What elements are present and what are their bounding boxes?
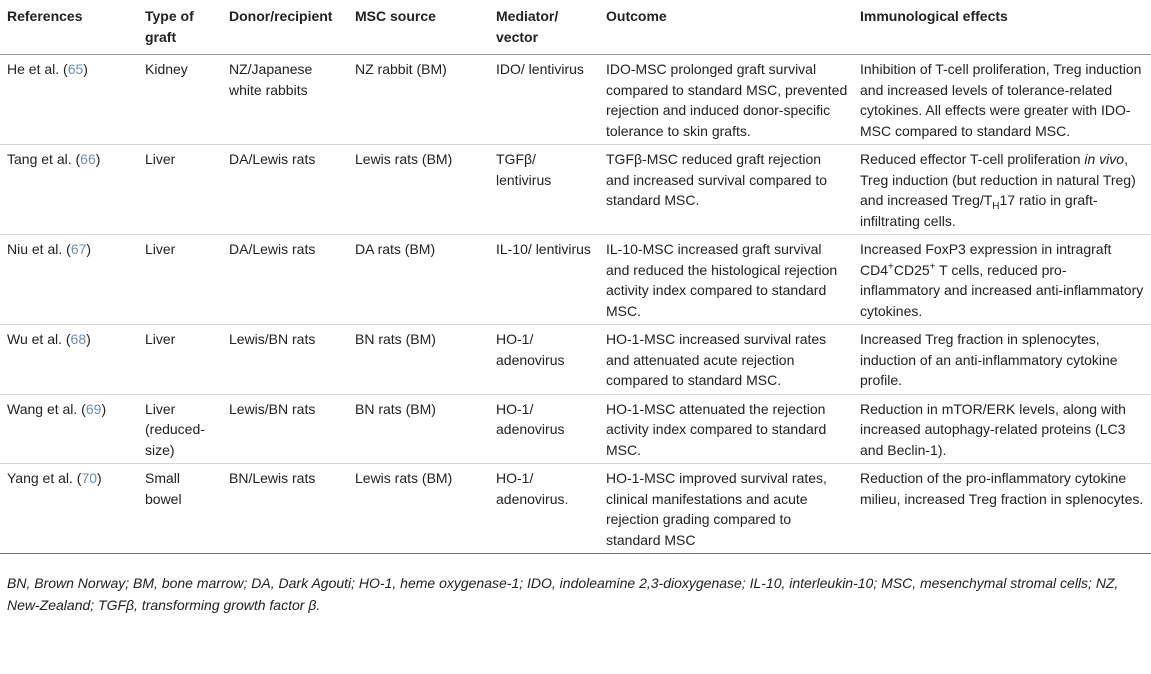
effects-text: 17 ratio in graft-infiltrating cells. bbox=[860, 192, 1098, 229]
graft-cell: Liver bbox=[145, 151, 176, 167]
donor-cell: DA/Lewis rats bbox=[229, 241, 316, 257]
reference-close: ) bbox=[101, 400, 107, 417]
mediator-cell: HO-1/ adenovirus. bbox=[496, 470, 569, 507]
effects-subscript: H bbox=[992, 200, 1000, 212]
header-references: References bbox=[7, 8, 83, 24]
table-row bbox=[0, 325, 1151, 395]
effects-text: , Treg induction (but reduction in natural Treg) and increased Treg/T bbox=[860, 151, 1136, 208]
outcome-cell: IL-10-MSC increased graft survival and reduced the histological rejection activity index compared to standard MSC. bbox=[606, 241, 838, 319]
reference-close: ) bbox=[86, 331, 91, 347]
effects-cell bbox=[854, 145, 1151, 235]
reference-cell bbox=[0, 145, 139, 235]
table-row bbox=[0, 394, 1151, 464]
reference-cell bbox=[0, 55, 139, 145]
donor-cell: Lewis/BN rats bbox=[229, 331, 316, 347]
source-cell: DA rats (BM) bbox=[355, 241, 436, 257]
table-footnote: BN, Brown Norway; BM, bone marrow; DA, Dark Agouti; HO-1, heme oxygenase-1; IDO, indoleamine 2,3-dioxygenase; IL-10, interleukin-10; MSC, mesenchymal stromal cells; NZ, New-Zealand; TGFβ, transforming growth factor β. bbox=[7, 575, 1119, 613]
source-cell: Lewis rats (BM) bbox=[355, 151, 453, 167]
reference-author: Yang et al. ( bbox=[7, 470, 82, 486]
reference-link[interactable]: 70 bbox=[81, 470, 98, 486]
source-cell: NZ rabbit (BM) bbox=[355, 61, 447, 77]
reference-author: Niu et al. ( bbox=[7, 241, 71, 257]
header-type-of-graft: Type of graft bbox=[145, 8, 194, 45]
reference-cell bbox=[0, 235, 139, 325]
reference-close: ) bbox=[97, 470, 102, 486]
graft-cell: Liver (reduced-size) bbox=[145, 400, 205, 458]
reference-author: Tang et al. ( bbox=[7, 151, 81, 167]
header-donor-recipient: Donor/recipient bbox=[229, 8, 333, 24]
reference-link[interactable]: 68 bbox=[70, 331, 87, 347]
source-cell: BN rats (BM) bbox=[355, 331, 436, 347]
table-row bbox=[0, 464, 1151, 554]
reference-author: Wu et al. ( bbox=[7, 331, 71, 347]
header-outcome: Outcome bbox=[606, 8, 667, 24]
msc-graft-table bbox=[0, 6, 1151, 554]
header-msc-source: MSC source bbox=[355, 8, 436, 24]
effects-italic-text: in vivo bbox=[1084, 151, 1125, 167]
effects-cell: Reduction in mTOR/ERK levels, along with increased autophagy-related proteins (LC3 and Beclin-1). bbox=[860, 400, 1126, 458]
effects-superscript: + bbox=[888, 260, 894, 272]
header-immunological-effects: Immunological effects bbox=[860, 8, 1008, 24]
donor-cell: BN/Lewis rats bbox=[229, 470, 316, 486]
reference-link[interactable]: 67 bbox=[70, 241, 87, 257]
donor-cell: DA/Lewis rats bbox=[229, 151, 316, 167]
effects-text: T cells, reduced pro-inflammatory and increased anti-inflammatory cytokines. bbox=[860, 261, 1144, 319]
effects-text: Reduced effector T-cell proliferation bbox=[860, 151, 1085, 167]
source-cell: BN rats (BM) bbox=[355, 400, 436, 417]
mediator-cell: IDO/ lentivirus bbox=[496, 61, 584, 77]
header-row bbox=[0, 6, 1151, 55]
effects-cell bbox=[854, 235, 1151, 325]
graft-cell: Liver bbox=[145, 241, 176, 257]
outcome-cell: TGFβ-MSC reduced graft rejection and increased survival compared to standard MSC. bbox=[606, 151, 828, 208]
reference-close: ) bbox=[83, 61, 88, 77]
graft-cell: Small bowel bbox=[145, 470, 182, 507]
effects-text: Increased FoxP3 expression in intragraft CD4 bbox=[860, 241, 1112, 278]
mediator-cell: TGFβ/ lentivirus bbox=[496, 151, 552, 188]
outcome-cell: HO-1-MSC attenuated the rejection activity index compared to standard MSC. bbox=[606, 400, 827, 458]
outcome-cell: HO-1-MSC improved survival rates, clinical manifestations and acute rejection grading compared to standard MSC bbox=[606, 470, 827, 548]
reference-link[interactable]: 69 bbox=[85, 400, 102, 417]
reference-link[interactable]: 66 bbox=[80, 151, 96, 167]
mediator-cell: HO-1/ adenovirus bbox=[496, 400, 565, 437]
reference-author: Wang et al. ( bbox=[7, 400, 86, 417]
effects-cell: Reduction of the pro-inflammatory cytokine milieu, increased Treg fraction in splenocytes. bbox=[860, 470, 1144, 507]
graft-cell: Liver bbox=[145, 331, 176, 347]
reference-close: ) bbox=[95, 151, 101, 167]
effects-cell: Inhibition of T-cell proliferation, Treg induction and increased levels of tolerance-related cytokines. All effects were greater with IDO-MSC compared to standard MSC. bbox=[860, 61, 1142, 139]
mediator-cell: HO-1/ adenovirus bbox=[496, 331, 565, 368]
table-row bbox=[0, 235, 1151, 325]
outcome-cell: HO-1-MSC increased survival rates and attenuated acute rejection compared to standard MSC. bbox=[606, 331, 827, 388]
source-cell: Lewis rats (BM) bbox=[355, 470, 453, 486]
donor-cell: NZ/Japanese white rabbits bbox=[229, 61, 313, 98]
reference-link[interactable]: 65 bbox=[67, 61, 84, 77]
reference-author: He et al. ( bbox=[7, 61, 68, 77]
reference-cell bbox=[0, 394, 139, 464]
table-row bbox=[0, 55, 1151, 145]
donor-cell: Lewis/BN rats bbox=[229, 400, 316, 417]
reference-cell bbox=[0, 464, 139, 554]
effects-cell: Increased Treg fraction in splenocytes, induction of an anti-inflammatory cytokine profile. bbox=[860, 331, 1118, 388]
table-row bbox=[0, 145, 1151, 235]
reference-cell bbox=[0, 325, 139, 395]
effects-superscript: + bbox=[929, 260, 936, 272]
outcome-cell: IDO-MSC prolonged graft survival compared to standard MSC, prevented rejection and induced donor-specific tolerance to skin grafts. bbox=[606, 61, 848, 139]
reference-close: ) bbox=[86, 241, 92, 257]
header-mediator-vector: Mediator/ vector bbox=[496, 8, 559, 45]
effects-text: CD25 bbox=[893, 261, 930, 278]
mediator-cell: IL-10/ lentivirus bbox=[496, 241, 591, 257]
graft-cell: Kidney bbox=[145, 61, 188, 77]
